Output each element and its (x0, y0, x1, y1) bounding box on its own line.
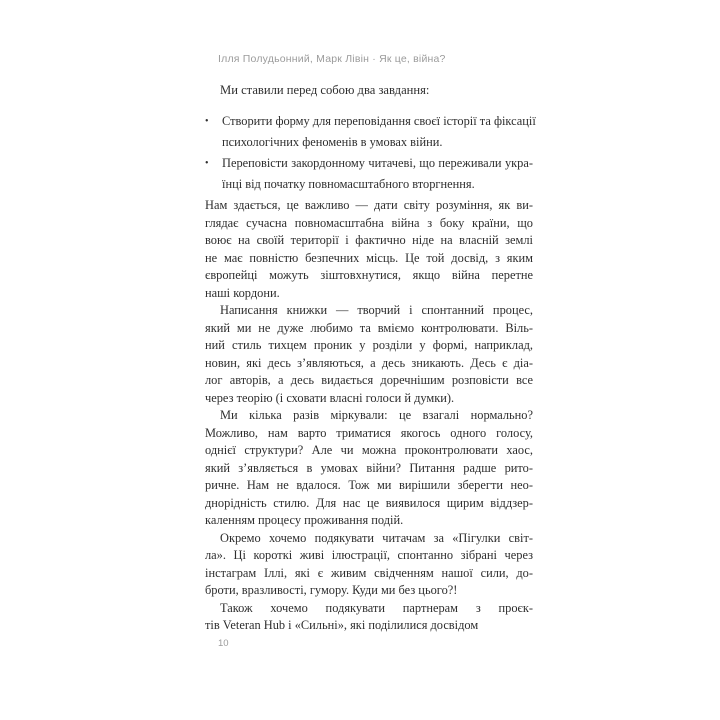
text-line: який ми не дуже любимо та вміємо контролювати. Віль- (205, 320, 533, 335)
body-paragraph (205, 302, 533, 407)
bullet-item (205, 111, 536, 153)
text-line: їнці від початку повномасштабного вторгнення. (222, 177, 475, 191)
bullet-list (205, 111, 536, 195)
text-line: не має повністю безпечних місць. Це той досвід, з яким (205, 250, 533, 265)
text-line: Написання книжки — творчий і спонтанний процес, (220, 303, 533, 317)
text-line: днорідність стилю. Для нас це виявилося щирим віддзер- (205, 495, 533, 510)
text-line: воює на своїй території і фактично ніде на власній землі (205, 233, 533, 247)
text-line: через теорію (і сховати власні голоси й думки). (205, 390, 455, 405)
text-line: каленням процесу проживання подій. (205, 513, 404, 527)
text-line: броти, вразливості, гумору. Куди ми без цього?! (205, 583, 458, 597)
body-paragraph (205, 600, 533, 635)
text-line: лог авторів, а десь видається доречнішим розповісти все (205, 373, 533, 387)
bullet-item (205, 153, 533, 195)
text-line: психологічних феноменів в умовах війни. (222, 135, 443, 149)
text-line: який з’являється в умовах війни? Питання радше рито- (205, 460, 533, 475)
text-line: європейці можуть зіштовхнутися, якщо війна перетне (205, 268, 533, 282)
text-line: Можливо, нам варто триматися якогось одного голосу, (205, 425, 533, 440)
text-line: Також хочемо подякувати партнерам з проєк- (220, 600, 533, 615)
page-number: 10 (218, 638, 229, 649)
text-line: ла». Ці короткі живі ілюстрації, спонтанно зібрані через (205, 548, 533, 562)
text-line: наші кордони. (205, 285, 280, 300)
body-paragraph (205, 407, 533, 530)
text-line: новин, які десь з’являються, а десь зникають. Десь є діа- (205, 355, 533, 370)
text-line: однієї структури? Але чи можна проконтролювати хаос, (205, 443, 533, 457)
text-line: тів Veteran Hub і «Сильні», які поділилися досвідом (205, 618, 479, 632)
text-line: Нам здається, це важливо — дати світу розуміння, як ви- (205, 198, 533, 212)
text-line: ричне. Нам не вдалося. Тож ми вирішили зберегти нео- (205, 478, 533, 492)
text-line: ний стиль тихцем проник у розділи у формі, наприклад, (205, 338, 533, 352)
body-paragraphs (205, 197, 533, 635)
text-line: інстаграм Іллі, які є живим свідченням нашої сили, до- (205, 565, 533, 580)
running-header: Ілля Полудьонний, Марк Лівін · Як це, війна? (218, 53, 446, 65)
intro-paragraph: Ми ставили перед собою два завдання: (220, 83, 430, 97)
bullet-text (222, 153, 533, 195)
bullet-text (222, 111, 536, 153)
text-column (205, 82, 536, 635)
bullet-marker-icon: • (205, 158, 209, 169)
text-line: Ми кілька разів міркували: це взагалі нормально? (220, 408, 533, 422)
bullet-marker-icon: • (205, 116, 209, 127)
body-paragraph (205, 530, 533, 600)
text-line: Переповісти закордонному читачеві, що переживали укра- (222, 156, 533, 170)
text-line: Окремо хочемо подякувати читачам за «Пігулки світ- (220, 530, 533, 545)
text-line: глядає сучасна повномасштабна війна з боку країни, що (205, 215, 533, 230)
text-line: Створити форму для переповідання своєї історії та фіксації (222, 114, 536, 128)
body-paragraph (205, 197, 533, 302)
